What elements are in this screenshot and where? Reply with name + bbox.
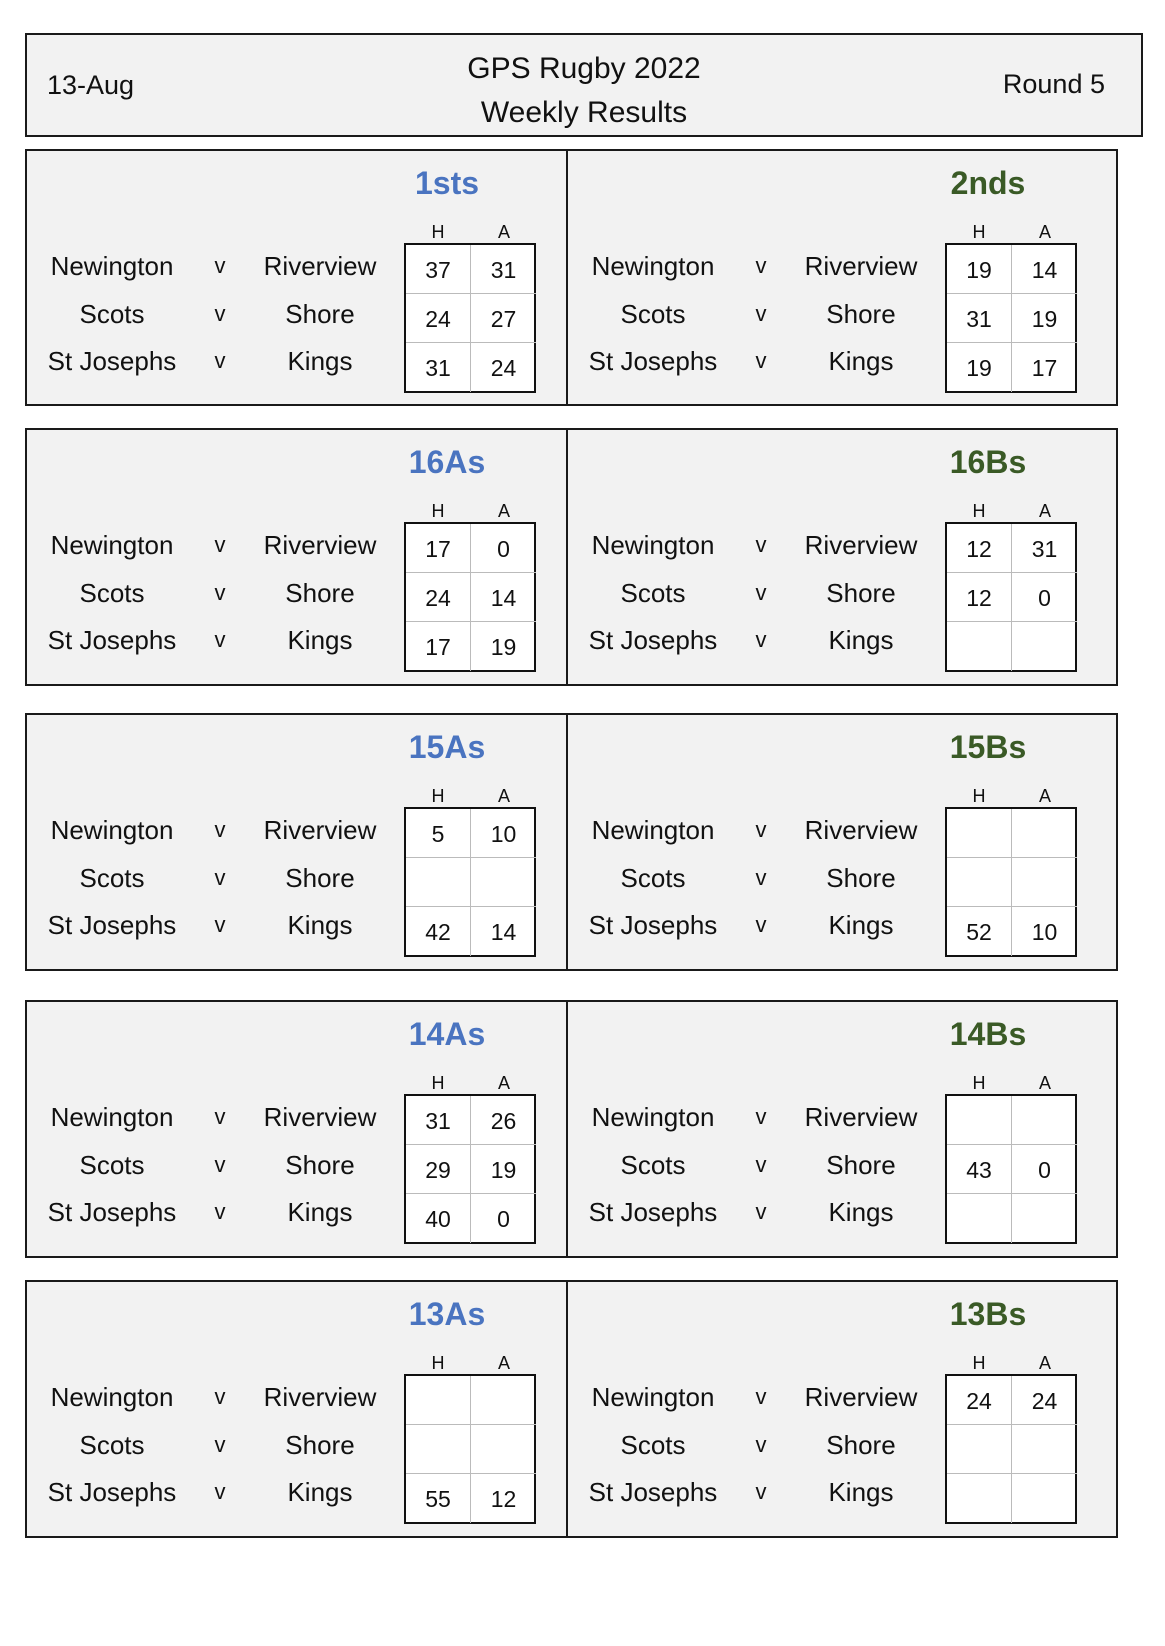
versus-label: v — [755, 1152, 767, 1177]
versus-label: v — [214, 817, 226, 842]
away-score-cell — [471, 1376, 536, 1425]
away-score-cell: 19 — [471, 1145, 536, 1194]
division-title: 13As — [408, 1296, 486, 1332]
division-panel — [25, 713, 577, 971]
score-table — [404, 1374, 536, 1524]
fixture-row — [568, 1467, 948, 1517]
home-score-cell: 55 — [406, 1474, 471, 1523]
away-score-header: A — [497, 501, 510, 521]
home-score-cell: 19 — [947, 343, 1012, 392]
away-score-header: A — [497, 1073, 510, 1093]
home-team: St Josephs — [588, 346, 718, 376]
division-title: 14Bs — [949, 1016, 1027, 1052]
division-title: 2nds — [950, 165, 1026, 201]
fixture-row — [568, 241, 948, 291]
division-panel — [25, 428, 577, 686]
home-score-header: H — [972, 222, 986, 242]
results-header — [25, 33, 1143, 137]
away-score-header: A — [1038, 786, 1051, 806]
score-table — [404, 522, 536, 672]
home-score-header: H — [972, 501, 986, 521]
away-score-cell: 31 — [1012, 524, 1077, 573]
away-score-cell: 0 — [1012, 1145, 1077, 1194]
score-table — [404, 807, 536, 957]
away-score-cell: 14 — [1012, 245, 1077, 294]
away-score-header: A — [1038, 1073, 1051, 1093]
home-score-cell — [406, 1376, 471, 1425]
away-team: Kings — [828, 1477, 894, 1507]
home-team: Scots — [79, 578, 145, 608]
away-score-cell — [471, 858, 536, 907]
home-score-cell — [947, 1096, 1012, 1145]
home-score-cell: 52 — [947, 907, 1012, 956]
title-line-2: Weekly Results — [480, 96, 688, 129]
division-panel — [566, 713, 1118, 971]
away-team: Kings — [287, 910, 353, 940]
home-team: Scots — [620, 1150, 686, 1180]
away-score-cell: 17 — [1031, 355, 1058, 381]
versus-label: v — [214, 301, 226, 326]
versus-label: v — [755, 532, 767, 557]
fixture-row — [568, 568, 948, 618]
versus-label: v — [214, 1384, 226, 1409]
away-team: Shore — [285, 863, 355, 893]
away-score-cell: 0 — [471, 524, 536, 573]
away-score-cell: 10 — [1031, 919, 1058, 945]
fixture-row — [27, 853, 407, 903]
away-score-header: A — [497, 1353, 510, 1373]
home-team: Newington — [591, 251, 715, 281]
home-score-cell: 37 — [406, 245, 471, 294]
home-team: Newington — [50, 1102, 174, 1132]
home-score-header: H — [431, 1353, 445, 1373]
fixture-row — [568, 1092, 948, 1142]
home-team: St Josephs — [47, 1197, 177, 1227]
home-team: Scots — [79, 1150, 145, 1180]
fixture-row — [27, 1140, 407, 1190]
fixture-row — [568, 615, 948, 665]
fixture-row — [27, 805, 407, 855]
away-score-cell: 31 — [471, 245, 536, 294]
versus-label: v — [214, 627, 226, 652]
home-team: Newington — [50, 815, 174, 845]
away-score-cell: 19 — [490, 634, 517, 660]
fixture-row — [27, 900, 407, 950]
home-score-cell: 12 — [947, 573, 1012, 622]
fixture-row — [27, 615, 407, 665]
away-score-header: A — [1038, 222, 1051, 242]
home-score-cell: 42 — [406, 907, 471, 956]
away-team: Shore — [826, 299, 896, 329]
division-panel — [25, 1000, 577, 1258]
away-team: Kings — [287, 346, 353, 376]
away-score-header: A — [497, 786, 510, 806]
versus-label: v — [755, 1384, 767, 1409]
home-score-cell — [947, 622, 1012, 671]
away-team: Riverview — [263, 815, 377, 845]
division-panel — [566, 1000, 1118, 1258]
score-table — [404, 243, 536, 393]
fixture-row — [27, 520, 407, 570]
page-title — [27, 47, 1141, 135]
away-team: Riverview — [804, 530, 918, 560]
home-score-header: H — [972, 786, 986, 806]
division-panel — [566, 1280, 1118, 1538]
away-team: Shore — [826, 1430, 896, 1460]
division-title: 16Bs — [949, 444, 1027, 480]
home-score-cell: 43 — [947, 1145, 1012, 1194]
away-team: Riverview — [804, 815, 918, 845]
title-line-1: GPS Rugby 2022 — [467, 52, 701, 85]
home-team: St Josephs — [588, 1477, 718, 1507]
home-team: Newington — [591, 530, 715, 560]
away-score-cell — [1012, 858, 1077, 907]
home-score-cell: 17 — [406, 622, 471, 671]
score-table — [945, 1374, 1077, 1524]
versus-label: v — [755, 627, 767, 652]
away-team: Shore — [285, 1150, 355, 1180]
away-team: Kings — [287, 625, 353, 655]
versus-label: v — [755, 253, 767, 278]
away-score-cell: 0 — [497, 1206, 510, 1232]
fixture-row — [568, 900, 948, 950]
versus-label: v — [214, 912, 226, 937]
home-score-cell — [947, 1474, 1012, 1523]
fixture-row — [27, 1187, 407, 1237]
away-team: Kings — [828, 625, 894, 655]
home-score-cell — [406, 1425, 471, 1474]
home-score-header: H — [431, 501, 445, 521]
home-score-cell — [947, 809, 1012, 858]
home-score-header: H — [972, 1353, 986, 1373]
away-score-cell: 10 — [471, 809, 536, 858]
home-team: Newington — [591, 1382, 715, 1412]
home-score-cell: 19 — [947, 245, 1012, 294]
home-score-header: H — [431, 786, 445, 806]
away-team: Kings — [287, 1197, 353, 1227]
home-team: St Josephs — [47, 1477, 177, 1507]
division-panel — [566, 428, 1118, 686]
away-score-cell — [1012, 809, 1077, 858]
versus-label: v — [755, 1479, 767, 1504]
away-team: Riverview — [263, 530, 377, 560]
away-score-cell: 24 — [1012, 1376, 1077, 1425]
score-table — [404, 1094, 536, 1244]
home-score-cell: 24 — [406, 573, 471, 622]
away-score-cell — [1012, 622, 1077, 671]
versus-label: v — [214, 253, 226, 278]
away-score-cell — [1012, 1425, 1077, 1474]
date-label: 13-Aug — [47, 70, 135, 100]
away-score-header: A — [1038, 1353, 1051, 1373]
away-score-cell: 14 — [471, 573, 536, 622]
fixture-row — [27, 1420, 407, 1470]
away-score-cell — [1012, 1096, 1077, 1145]
away-team: Shore — [285, 578, 355, 608]
round-label: Round 5 — [1002, 69, 1105, 99]
fixture-row — [568, 1140, 948, 1190]
score-table — [945, 243, 1077, 393]
fixture-row — [27, 336, 407, 386]
fixture-row — [568, 853, 948, 903]
home-score-header: H — [972, 1073, 986, 1093]
score-table — [945, 522, 1077, 672]
away-score-cell: 0 — [1012, 573, 1077, 622]
division-panel — [25, 1280, 577, 1538]
home-score-cell: 5 — [406, 809, 471, 858]
home-score-cell — [947, 1425, 1012, 1474]
away-score-cell: 27 — [471, 294, 536, 343]
home-score-cell: 40 — [406, 1194, 471, 1243]
division-title: 13Bs — [949, 1296, 1027, 1332]
away-team: Riverview — [804, 1102, 918, 1132]
away-score-cell: 26 — [471, 1096, 536, 1145]
home-score-cell: 12 — [947, 524, 1012, 573]
away-team: Riverview — [263, 1382, 377, 1412]
home-team: St Josephs — [47, 910, 177, 940]
away-team: Kings — [287, 1477, 353, 1507]
home-score-header: H — [431, 222, 445, 242]
fixture-row — [27, 568, 407, 618]
home-team: Scots — [620, 578, 686, 608]
home-team: Newington — [591, 1102, 715, 1132]
versus-label: v — [214, 1104, 226, 1129]
away-score-cell — [1012, 1194, 1077, 1243]
home-team: St Josephs — [588, 910, 718, 940]
versus-label: v — [755, 817, 767, 842]
score-table — [945, 1094, 1077, 1244]
away-team: Kings — [828, 346, 894, 376]
home-team: Newington — [591, 815, 715, 845]
away-score-cell — [471, 1425, 536, 1474]
score-table — [945, 807, 1077, 957]
away-score-header: A — [1038, 501, 1051, 521]
versus-label: v — [214, 1432, 226, 1457]
home-score-cell — [406, 858, 471, 907]
home-team: Scots — [79, 1430, 145, 1460]
versus-label: v — [755, 348, 767, 373]
away-team: Riverview — [263, 1102, 377, 1132]
away-team: Riverview — [804, 251, 918, 281]
home-team: Scots — [79, 863, 145, 893]
home-team: Scots — [620, 1430, 686, 1460]
away-team: Shore — [285, 299, 355, 329]
versus-label: v — [755, 1104, 767, 1129]
home-score-cell: 24 — [406, 294, 471, 343]
fixture-row — [568, 1372, 948, 1422]
away-team: Shore — [826, 578, 896, 608]
away-team: Shore — [285, 1430, 355, 1460]
home-team: Newington — [50, 530, 174, 560]
away-score-cell — [1012, 1474, 1077, 1523]
home-team: Scots — [620, 863, 686, 893]
home-team: St Josephs — [588, 625, 718, 655]
fixture-row — [27, 241, 407, 291]
home-score-cell: 31 — [947, 294, 1012, 343]
versus-label: v — [214, 1479, 226, 1504]
versus-label: v — [214, 1152, 226, 1177]
versus-label: v — [214, 580, 226, 605]
home-score-cell: 17 — [406, 524, 471, 573]
away-score-header: A — [497, 222, 510, 242]
away-team: Shore — [826, 1150, 896, 1180]
fixture-row — [568, 289, 948, 339]
versus-label: v — [214, 865, 226, 890]
away-score-cell: 12 — [490, 1486, 517, 1512]
away-team: Kings — [828, 1197, 894, 1227]
home-score-header: H — [431, 1073, 445, 1093]
division-panel — [566, 149, 1118, 406]
fixture-row — [568, 520, 948, 570]
home-team: St Josephs — [588, 1197, 718, 1227]
home-score-cell: 31 — [406, 1096, 471, 1145]
versus-label: v — [214, 532, 226, 557]
home-score-cell — [947, 1194, 1012, 1243]
division-title: 16As — [408, 444, 486, 480]
fixture-row — [568, 1187, 948, 1237]
home-score-cell: 29 — [406, 1145, 471, 1194]
away-score-cell: 24 — [490, 355, 517, 381]
division-title: 15Bs — [949, 729, 1027, 765]
home-team: St Josephs — [47, 625, 177, 655]
home-score-cell: 24 — [947, 1376, 1012, 1425]
home-score-cell — [947, 858, 1012, 907]
home-score-cell: 31 — [406, 343, 471, 392]
fixture-row — [27, 1467, 407, 1517]
fixture-row — [27, 1372, 407, 1422]
versus-label: v — [214, 348, 226, 373]
fixture-row — [568, 336, 948, 386]
versus-label: v — [755, 1432, 767, 1457]
away-team: Shore — [826, 863, 896, 893]
away-score-cell: 14 — [490, 919, 517, 945]
fixture-row — [568, 1420, 948, 1470]
versus-label: v — [755, 301, 767, 326]
division-panel — [25, 149, 577, 406]
home-team: Scots — [620, 299, 686, 329]
home-team: St Josephs — [47, 346, 177, 376]
home-team: Newington — [50, 1382, 174, 1412]
away-score-cell: 19 — [1012, 294, 1077, 343]
fixture-row — [27, 289, 407, 339]
home-team: Newington — [50, 251, 174, 281]
home-team: Scots — [79, 299, 145, 329]
versus-label: v — [755, 580, 767, 605]
away-team: Riverview — [263, 251, 377, 281]
versus-label: v — [755, 912, 767, 937]
fixture-row — [27, 1092, 407, 1142]
versus-label: v — [755, 865, 767, 890]
versus-label: v — [755, 1199, 767, 1224]
division-title: 1sts — [414, 165, 480, 201]
division-title: 15As — [408, 729, 486, 765]
fixture-row — [568, 805, 948, 855]
away-team: Kings — [828, 910, 894, 940]
away-team: Riverview — [804, 1382, 918, 1412]
division-title: 14As — [408, 1016, 486, 1052]
versus-label: v — [214, 1199, 226, 1224]
